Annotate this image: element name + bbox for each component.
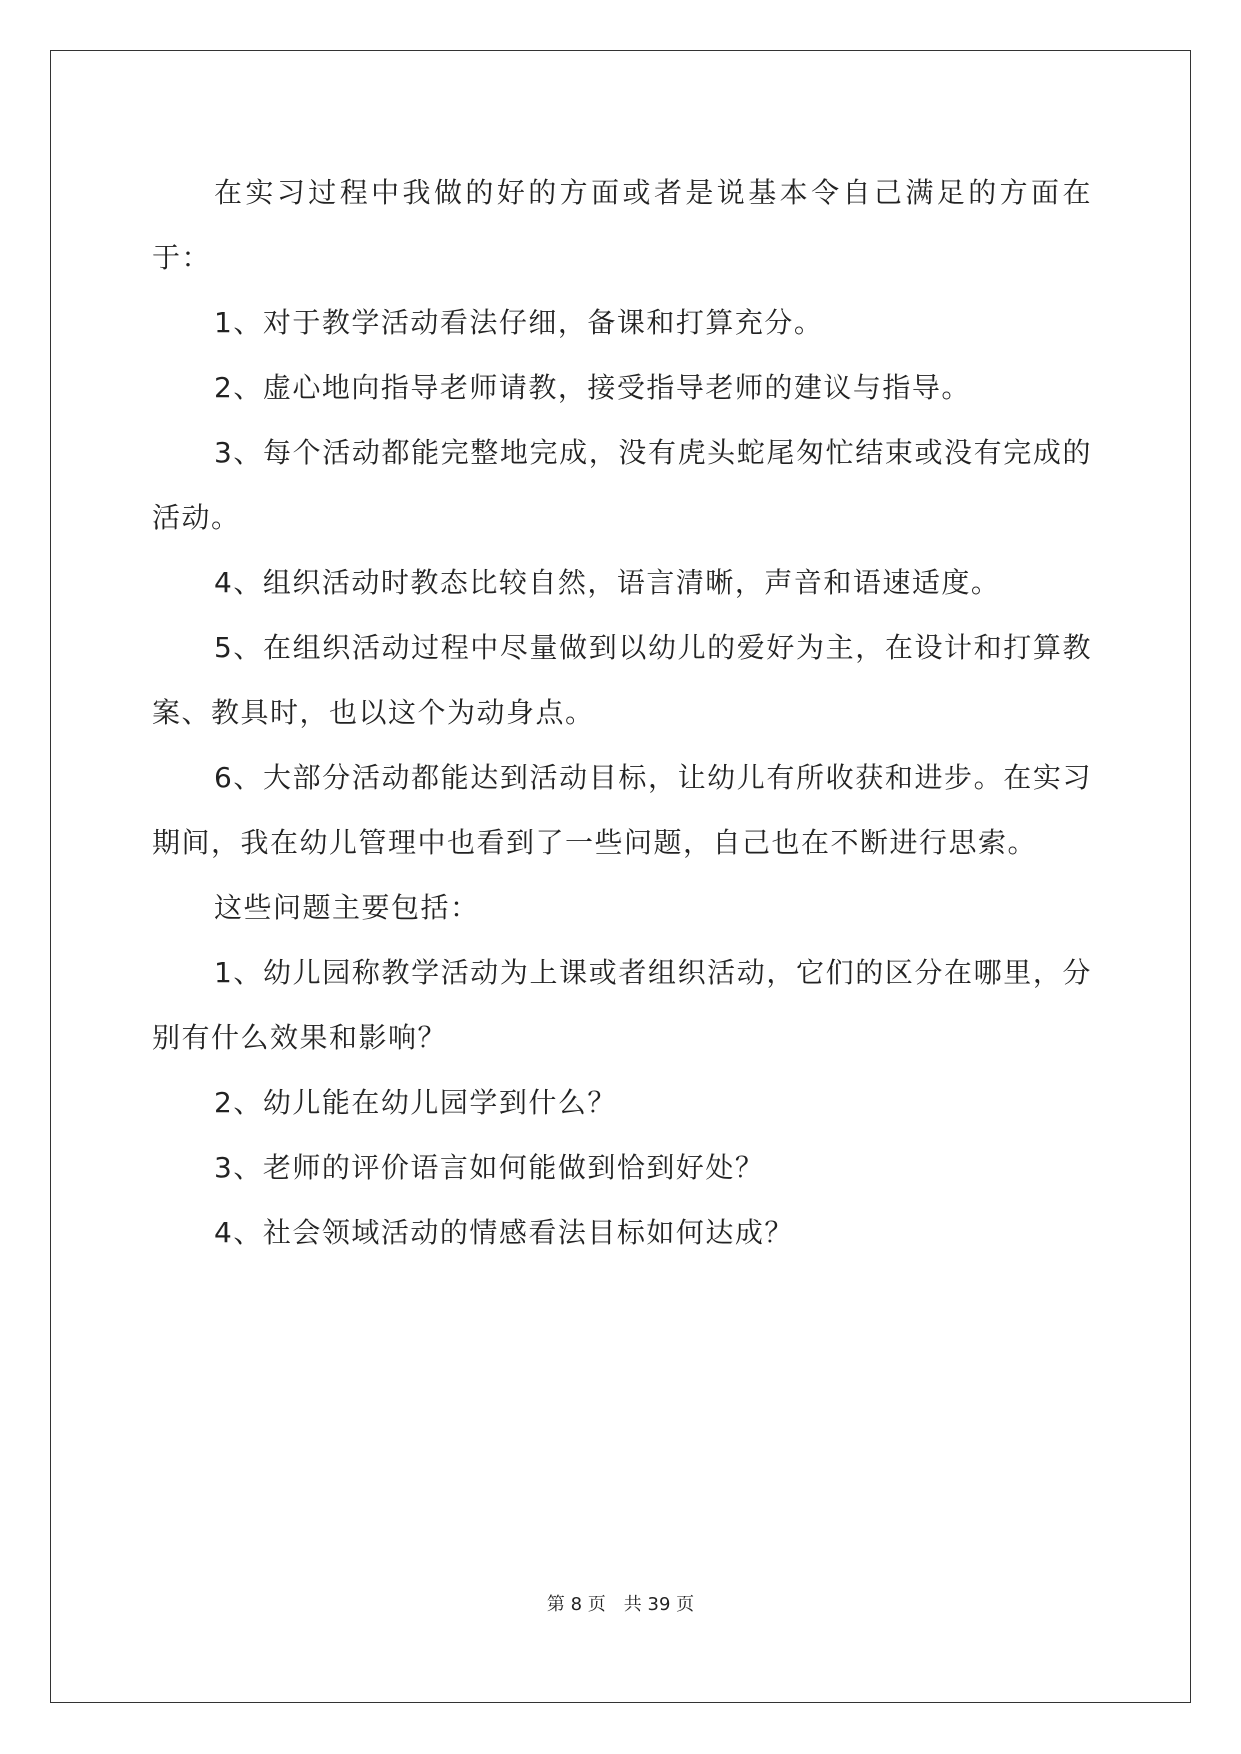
paragraph-strength-6: 6、大部分活动都能达到活动目标，让幼儿有所收获和进步。在实习期间，我在幼儿管理中也看到了一些问题，自己也在不断进行思索。 bbox=[152, 761, 1092, 859]
paragraph-strength-4: 4、组织活动时教态比较自然，语言清晰，声音和语速适度。 bbox=[214, 566, 1001, 599]
paragraph-strength-5: 5、在组织活动过程中尽量做到以幼儿的爱好为主，在设计和打算教案、教具时，也以这个为动身点。 bbox=[152, 631, 1092, 729]
paragraph-question-1: 1、幼儿园称教学活动为上课或者组织活动，它们的区分在哪里，分别有什么效果和影响？ bbox=[152, 956, 1092, 1054]
paragraph-question-4: 4、社会领域活动的情感看法目标如何达成？ bbox=[214, 1216, 794, 1249]
paragraph-intro: 在实习过程中我做的好的方面或者是说基本令自己满足的方面在于： bbox=[152, 176, 1092, 274]
page-number: 第 8 页 共 39 页 bbox=[546, 1594, 695, 1615]
page-footer bbox=[0, 1590, 1241, 1616]
paragraph-questions-intro: 这些问题主要包括： bbox=[214, 891, 480, 924]
document-body bbox=[152, 160, 1092, 1265]
paragraph-strength-1: 1、对于教学活动看法仔细，备课和打算充分。 bbox=[214, 306, 824, 339]
paragraph-question-2: 2、幼儿能在幼儿园学到什么？ bbox=[214, 1086, 617, 1119]
paragraph-question-3: 3、老师的评价语言如何能做到恰到好处？ bbox=[214, 1151, 765, 1184]
paragraph-strength-2: 2、虚心地向指导老师请教，接受指导老师的建议与指导。 bbox=[214, 371, 971, 404]
paragraph-strength-3: 3、每个活动都能完整地完成，没有虎头蛇尾匆忙结束或没有完成的活动。 bbox=[152, 436, 1092, 534]
